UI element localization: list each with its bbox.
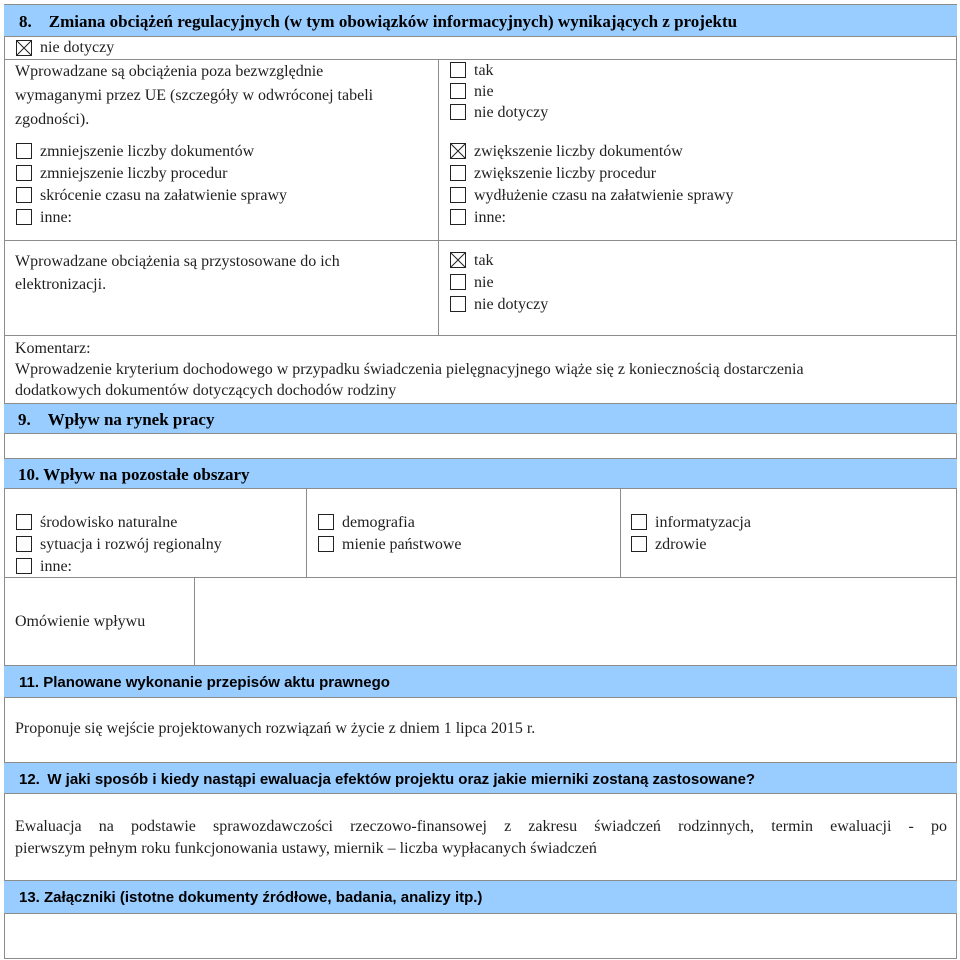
section-8-header [4, 4, 957, 37]
area-checkbox-health[interactable] [631, 536, 647, 552]
section-12-text-line-2: pierwszym pełnym roku funkcjonowania ustawy, miernik – liczba wypłacanych świadczeń [15, 840, 597, 857]
column-divider [306, 489, 307, 577]
divider [4, 335, 957, 336]
area-checkbox-other[interactable] [16, 558, 32, 574]
column-divider [438, 59, 439, 335]
right-checkbox-1[interactable] [450, 143, 466, 159]
divider [4, 577, 957, 578]
area-option-state-property: mienie państwowe [342, 536, 462, 553]
section-11-title: 11. Planowane wykonanie przepisów aktu prawnego [19, 674, 390, 691]
area-option-informatization: informatyzacja [655, 514, 751, 531]
not-applicable-checkbox[interactable] [16, 40, 32, 56]
right-checkbox-2[interactable] [450, 165, 466, 181]
section-12-header [4, 762, 957, 794]
section-11-text: Proponuje się wejście projektowanych rozwiązań w życie z dniem 1 lipca 2015 r. [15, 720, 536, 737]
outer-border-bottom [4, 958, 957, 959]
section-11-header [4, 665, 957, 698]
right-checkbox-4[interactable] [450, 209, 466, 225]
left-option-2: zmniejszenie liczby procedur [40, 165, 228, 182]
comment-line-2: dodatkowych dokumentów dotyczących dochodów rodziny [15, 382, 397, 399]
left-checkbox-2[interactable] [16, 165, 32, 181]
q1-text-line-2: wymaganymi przez UE (szczegóły w odwróconej tabeli [15, 87, 374, 104]
right-option-4: inne: [474, 209, 506, 226]
area-checkbox-informatization[interactable] [631, 514, 647, 530]
q2-text-line-2: elektronizacji. [15, 276, 107, 293]
q2-checkbox-nie[interactable] [450, 274, 466, 290]
q1-text-line-3: zgodności). [15, 111, 90, 128]
section-12-title: 12. W jaki sposób i kiedy nastąpi ewaluacja efektów projektu oraz jakie mierniki zostaną zastosowane? [19, 771, 756, 788]
comment-label: Komentarz: [15, 340, 91, 357]
left-option-1: zmniejszenie liczby dokumentów [40, 143, 255, 160]
area-option-other: inne: [40, 558, 72, 575]
left-option-3: skrócenie czasu na załatwienie sprawy [40, 187, 287, 204]
comment-line-1: Wprowadzenie kryterium dochodowego w przypadku świadczenia pielęgnacyjnego wiąże się z koniecznością dostarczenia [15, 361, 804, 378]
q1-text-line-1: Wprowadzane są obciążenia poza bezwzględnie [15, 63, 324, 80]
section-8-title: 8. Zmiana obciążeń regulacyjnych (w tym obowiązków informacyjnych) wynikających z projektu [19, 12, 738, 31]
left-checkbox-1[interactable] [16, 143, 32, 159]
q2-checkbox-tak[interactable] [450, 252, 466, 268]
q2-option-nie-dotyczy: nie dotyczy [474, 296, 549, 313]
area-option-environment: środowisko naturalne [40, 514, 178, 531]
q2-option-nie: nie [474, 274, 494, 291]
right-option-1: zwiększenie liczby dokumentów [474, 143, 683, 160]
area-option-regional: sytuacja i rozwój regionalny [40, 536, 222, 553]
area-checkbox-state-property[interactable] [318, 536, 334, 552]
area-checkbox-demography[interactable] [318, 514, 334, 530]
area-option-demography: demografia [342, 514, 415, 531]
not-applicable-label: nie dotyczy [40, 39, 115, 56]
q1-checkbox-tak[interactable] [450, 62, 466, 78]
q2-option-tak: tak [474, 252, 494, 269]
left-checkbox-4[interactable] [16, 209, 32, 225]
impact-label: Omówienie wpływu [15, 613, 146, 630]
left-option-4: inne: [40, 209, 72, 226]
right-option-2: zwiększenie liczby procedur [474, 165, 657, 182]
q1-option-tak: tak [474, 62, 494, 79]
section-13-title: 13. Załączniki (istotne dokumenty źródłowe, badania, analizy itp.) [19, 889, 483, 906]
area-option-health: zdrowie [655, 536, 707, 553]
q1-checkbox-nie[interactable] [450, 83, 466, 99]
section-9-title: 9. Wpływ na rynek pracy [18, 410, 215, 429]
q2-checkbox-nie-dotyczy[interactable] [450, 296, 466, 312]
q1-option-nie-dotyczy: nie dotyczy [474, 104, 549, 121]
q1-checkbox-nie-dotyczy[interactable] [450, 104, 466, 120]
right-checkbox-3[interactable] [450, 187, 466, 203]
area-checkbox-regional[interactable] [16, 536, 32, 552]
section-9-header [4, 403, 957, 434]
column-divider [620, 489, 621, 577]
divider [4, 240, 957, 241]
right-option-3: wydłużenie czasu na załatwienie sprawy [474, 187, 734, 204]
q1-option-nie: nie [474, 83, 494, 100]
section-13-header [4, 880, 957, 914]
left-checkbox-3[interactable] [16, 187, 32, 203]
area-checkbox-environment[interactable] [16, 514, 32, 530]
section-10-title: 10. Wpływ na pozostałe obszary [18, 465, 250, 484]
section-12-text-line-1: Ewaluacja na podstawie sprawozdawczości rzeczowo-finansowej z zakresu świadczeń rodzinnych, termin ewaluacji - po [15, 818, 947, 835]
column-divider [194, 577, 195, 665]
q2-text-line-1: Wprowadzane obciążenia są przystosowane do ich [15, 253, 340, 270]
section-10-header [4, 458, 957, 489]
